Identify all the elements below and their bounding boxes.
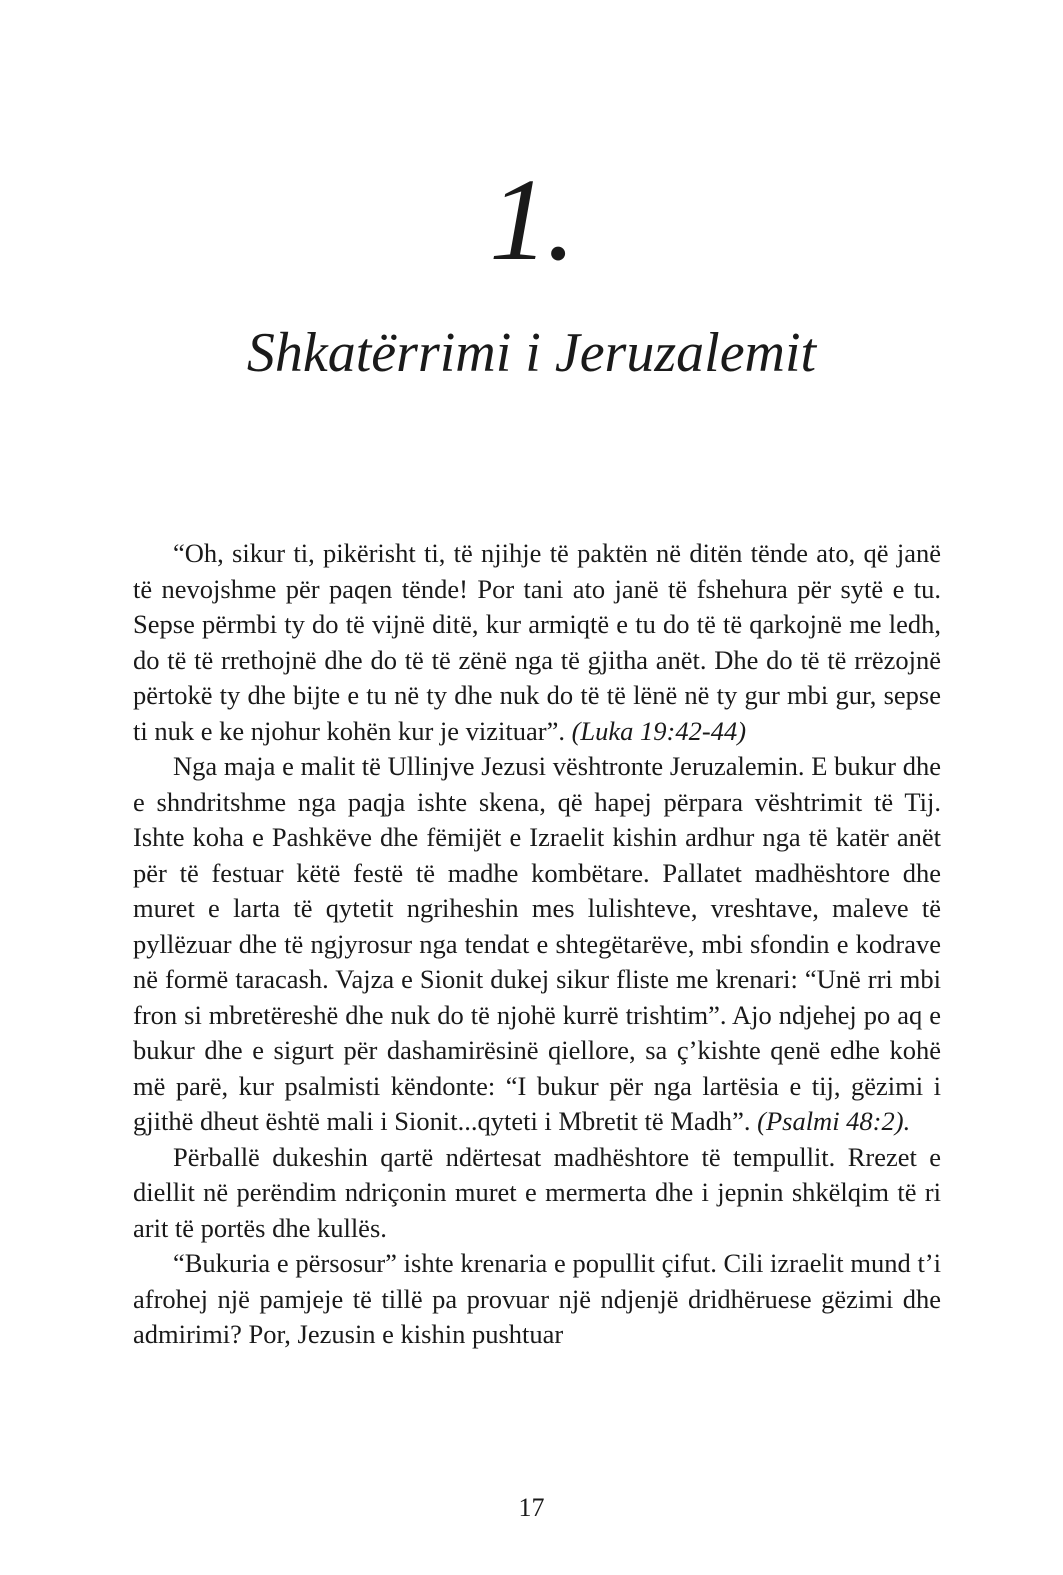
chapter-number: 1. (489, 154, 574, 285)
paragraph (133, 749, 941, 1140)
paragraph (133, 1140, 941, 1247)
paragraph (133, 536, 941, 749)
scripture-citation: (Psalmi 48:2). (757, 1106, 911, 1136)
scripture-citation: (Luka 19:42-44) (571, 715, 747, 746)
chapter-title: Shkatërrimi i Jeruzalemit (246, 322, 817, 384)
paragraph-text: Nga maja e malit të Ullinjve Jezusi vështronte Jeruzalemin. E bukur dhe e shndritshme nga paqja ishte skena, që hapej përpara vështrimit të Tij. Ishte koha e Pashkëve dhe fëmijët e Izraelit kishin ardhur nga të katër anët për të festuar këtë festë të madhe kombëtare. Pallatet madhështore dhe muret e larta të qytetit ngriheshin mes lulishteve, vreshtave, maleve të pyllëzuar dhe të ngjyrosur nga tendat e shtegëtarëve, mbi sfondin e kodrave në formë taracash. Vajza e Sionit dukej sikur fliste me krenari: “Unë rri mbi fron si mbretëreshë dhe nuk do të njohë kurrë trishtim”. Ajo ndjehej po aq e bukur dhe e sigurt për dashamirësinë qiellore, sa ç’kishte qenë edhe kohë më parë, kur psalmisti këndonte: “I bukur për nga lartësia e tij, gëzimi i gjithë dheut është mali i Sionit...qyteti i Mbretit të Madh”. (133, 751, 941, 1136)
page-number: 17 (518, 1493, 545, 1522)
paragraph-text: Përballë dukeshin qartë ndërtesat madhështore të tempullit. Rrezet e diellit në perëndim ndriçonin muret e mermerta dhe i jepnin shkëlqim të ri arit të portës dhe kullës. (133, 1141, 941, 1243)
body-text (133, 536, 941, 1353)
paragraph (133, 1246, 941, 1353)
paragraph-text: “Oh, sikur ti, pikërisht ti, të njihje të paktën në ditën tënde ato, që janë të nevojshme për paqen tënde! Por tani ato janë të fshehura për sytë e tu. Sepse përmbi ty do të vijnë ditë, kur armiqtë e tu do të të qarkojnë me ledh, do të të rrethojnë dhe do të të zënë nga të gjitha anët. Dhe do të të rrëzojnë përtokë ty dhe bijte e tu në ty dhe nuk do të të lënë në ty gur mbi gur, sepse ti nuk e ke njohur kohën kur je vizituar”. (133, 538, 941, 746)
paragraph-text: “Bukuria e përsosur” ishte krenaria e popullit çifut. Cili izraelit mund t’i afrohej një pamjeje të tillë pa provuar një ndjenjë dridhëruese gëzimi dhe admirimi? Por, Jezusin e kishin pushtuar (133, 1248, 941, 1349)
